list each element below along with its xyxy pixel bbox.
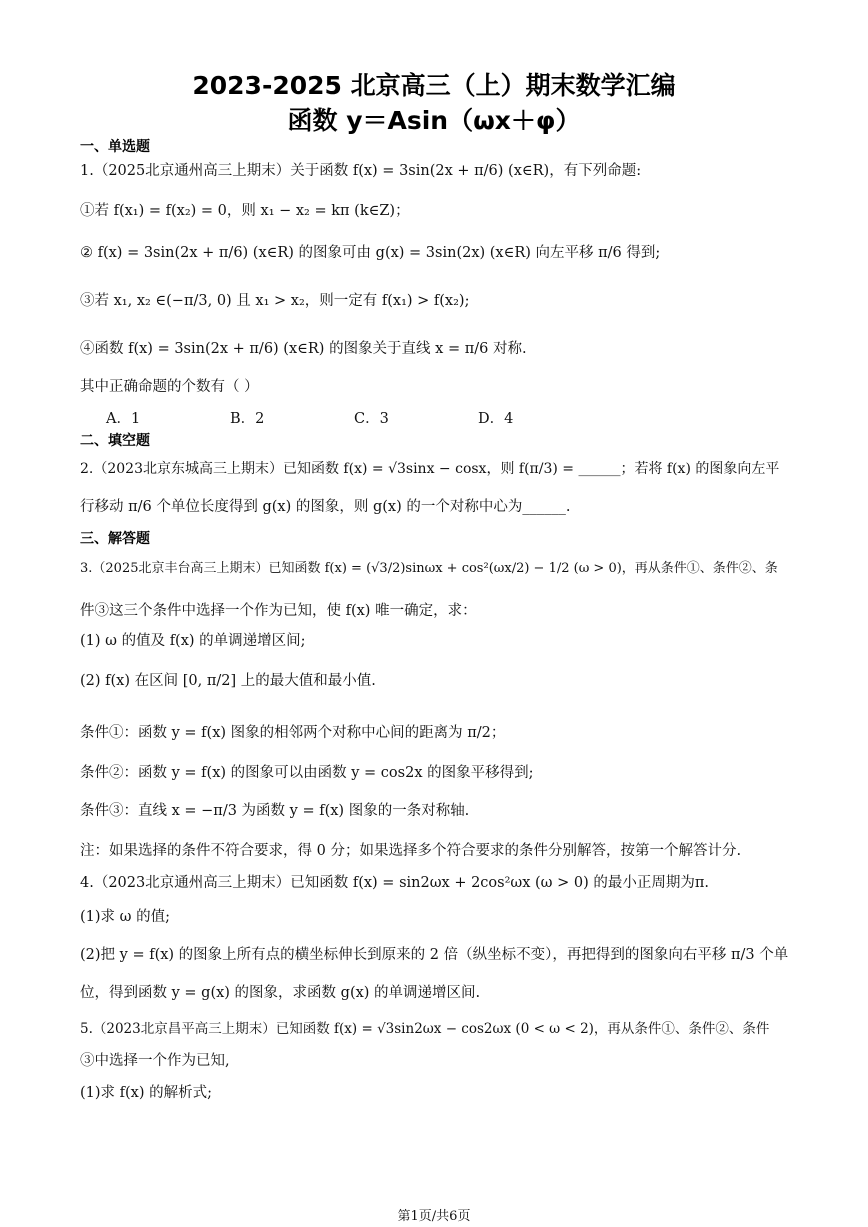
q4-sub-1: (1)求 ω 的值; bbox=[80, 909, 170, 925]
q3-note: 注：如果选择的条件不符合要求，得 0 分；如果选择多个符合要求的条件分别解答，按第一个解答计分. bbox=[80, 843, 742, 859]
q1-proposition-3: ③若 x₁, x₂ ∈(−π/3, 0) 且 x₁ > x₂，则一定有 f(x₁) > f(x₂); bbox=[80, 293, 470, 309]
q3-sub-2: (2) f(x) 在区间 [0, π/2] 上的最大值和最小值. bbox=[80, 673, 376, 689]
q1-option-a: A．1 bbox=[106, 411, 141, 427]
q5-line-1: 5.（2023北京昌平高三上期末）已知函数 f(x) = √3sin2ωx − cos2ωx (0 < ω < 2)，再从条件①、条件②、条件 bbox=[80, 1021, 770, 1037]
q3-condition-3: 条件③：直线 x = −π/3 为函数 y = f(x) 图象的一条对称轴. bbox=[80, 803, 470, 819]
q1-proposition-1: ①若 f(x₁) = f(x₂) = 0，则 x₁ − x₂ = kπ (k∈Z)； bbox=[80, 203, 410, 219]
q3-line-1: 3.（2025北京丰台高三上期末）已知函数 f(x) = (√3/2)sinωx + cos²(ωx/2) − 1/2 (ω > 0)，再从条件①、条件②、条 bbox=[80, 561, 778, 576]
page-footer: 第1页/共6页 bbox=[397, 1209, 471, 1224]
q3-line-2: 件③这三个条件中选择一个作为已知，使 f(x) 唯一确定，求： bbox=[80, 603, 477, 619]
section-heading-solutions: 三、解答题 bbox=[80, 531, 150, 547]
q2-line-2: 行移动 π/6 个单位长度得到 g(x) 的图象，则 g(x) 的一个对称中心为______. bbox=[80, 499, 571, 515]
q1-proposition-4: ④函数 f(x) = 3sin(2x + π/6) (x∈R) 的图象关于直线 x = π/6 对称. bbox=[80, 341, 527, 357]
q2-line-1: 2.（2023北京东城高三上期末）已知函数 f(x) = √3sinx − cosx，则 f(π/3) = ______；若将 f(x) 的图象向左平 bbox=[80, 461, 780, 477]
q1-options bbox=[80, 408, 790, 430]
document-subtitle: 函数 y＝Asin（ωx＋φ） bbox=[287, 106, 581, 135]
q1-option-d: D．4 bbox=[478, 411, 514, 427]
q1-option-b: B．2 bbox=[230, 411, 265, 427]
document-title: 2023-2025 北京高三（上）期末数学汇编 bbox=[192, 71, 676, 100]
q1-proposition-2: ② f(x) = 3sin(2x + π/6) (x∈R) 的图象可由 g(x) = 3sin(2x) (x∈R) 向左平移 π/6 得到; bbox=[80, 245, 661, 261]
q1-option-c: C．3 bbox=[354, 411, 389, 427]
q1-stem: 1.（2025北京通州高三上期末）关于函数 f(x) = 3sin(2x + π/6) (x∈R)，有下列命题: bbox=[80, 163, 642, 179]
q5-sub-1: (1)求 f(x) 的解析式; bbox=[80, 1085, 213, 1101]
q4-sub-2-line-1: (2)把 y = f(x) 的图象上所有点的横坐标伸长到原来的 2 倍（纵坐标不变），再把得到的图象向右平移 π/3 个单 bbox=[80, 947, 789, 963]
q3-sub-1: (1) ω 的值及 f(x) 的单调递增区间; bbox=[80, 633, 306, 649]
q5-line-2: ③中选择一个作为已知, bbox=[80, 1053, 230, 1069]
section-heading-fill-in: 二、填空题 bbox=[80, 433, 150, 449]
q3-condition-2: 条件②：函数 y = f(x) 的图象可以由函数 y = cos2x 的图象平移得到; bbox=[80, 765, 534, 781]
q3-condition-1: 条件①：函数 y = f(x) 图象的相邻两个对称中心间的距离为 π/2； bbox=[80, 725, 506, 741]
q1-ask: 其中正确命题的个数有（ ） bbox=[80, 379, 259, 395]
section-heading-single-choice: 一、单选题 bbox=[80, 139, 150, 155]
q4-line-1: 4.（2023北京通州高三上期末）已知函数 f(x) = sin2ωx + 2cos²ωx (ω > 0) 的最小正周期为π. bbox=[80, 875, 709, 891]
q4-sub-2-line-2: 位，得到函数 y = g(x) 的图象，求函数 g(x) 的单调递增区间. bbox=[80, 985, 481, 1001]
